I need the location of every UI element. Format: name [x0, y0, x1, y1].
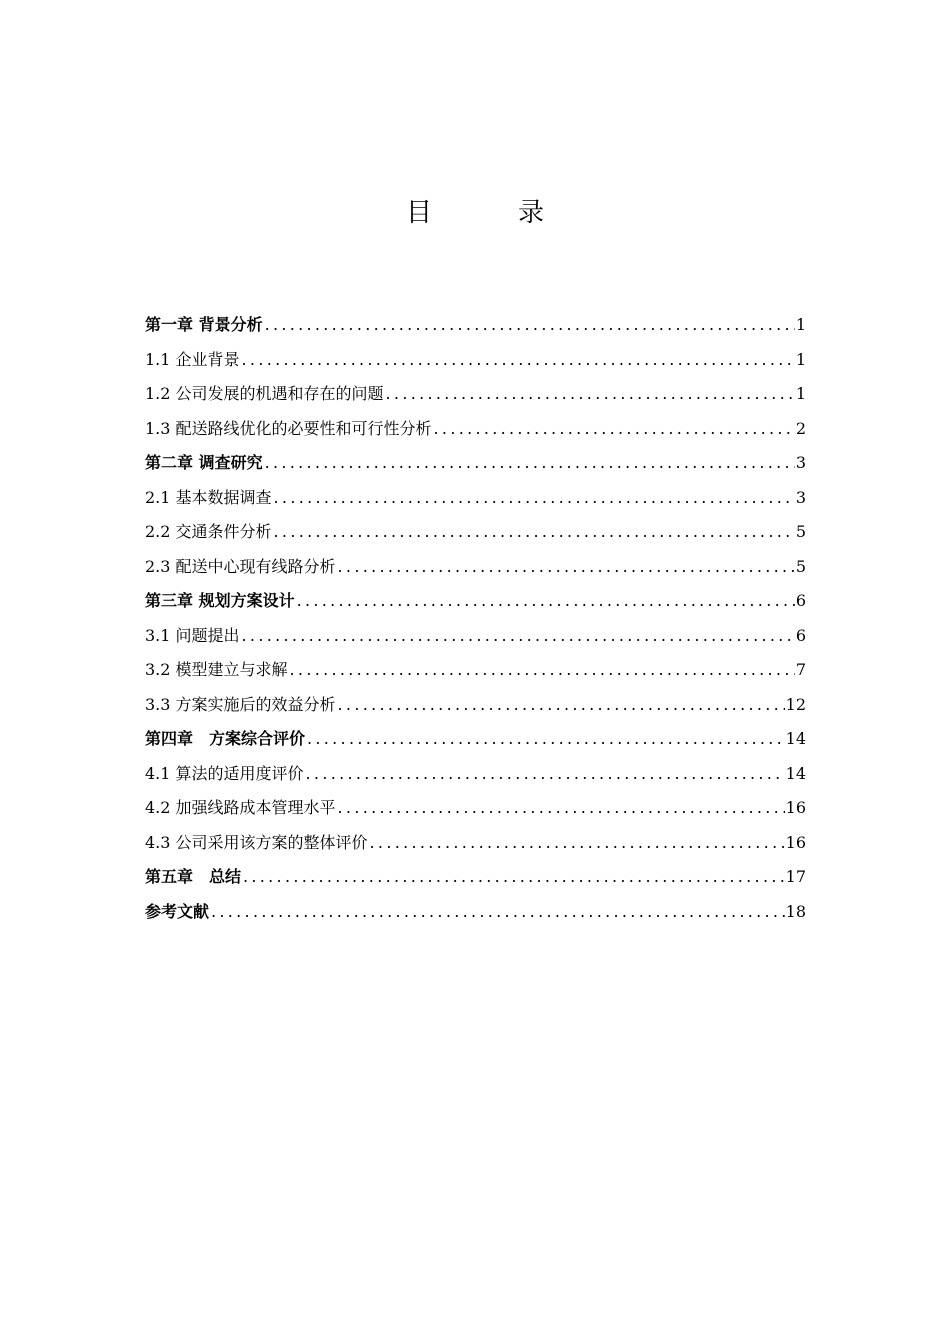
toc-entry[interactable]: [145, 515, 806, 550]
toc-page-number: 16: [785, 798, 806, 817]
toc-entry[interactable]: [145, 584, 806, 619]
toc-dot-leader: [386, 377, 795, 412]
toc-dot-leader: [274, 481, 795, 516]
toc-dot-leader: [265, 446, 795, 481]
toc-page-number: 3: [795, 487, 806, 507]
toc-dot-leader: [242, 619, 795, 654]
toc-page-number: 6: [795, 625, 806, 645]
toc-entry-text: 参考文献: [145, 901, 210, 921]
toc-entry-text: 4.3 公司采用该方案的整体评价: [145, 832, 368, 852]
toc-entry-text: 1.2 公司发展的机遇和存在的问题: [145, 384, 384, 403]
toc-page-number: 14: [785, 729, 806, 748]
toc-entry-text: 3.1 问题提出: [145, 625, 240, 645]
toc-dot-leader: [338, 688, 785, 723]
toc-dot-leader: [243, 860, 785, 895]
toc-page-number: 2: [795, 418, 806, 438]
toc-entry-text: 2.1 基本数据调查: [145, 487, 272, 507]
toc-entry-text: 第四章 方案综合评价: [145, 729, 306, 748]
toc-entry-text: 第五章 总结: [145, 867, 242, 886]
toc-entry[interactable]: [145, 722, 806, 757]
toc-page-number: 1: [795, 315, 806, 334]
toc-entry-text: 第一章 背景分析: [145, 315, 263, 334]
toc-entry[interactable]: [145, 895, 806, 930]
toc-dot-leader: [265, 308, 795, 343]
toc-page-number: 5: [795, 522, 806, 541]
toc-entry[interactable]: [145, 860, 806, 895]
toc-dot-leader: [306, 757, 785, 792]
toc-entry-text: 4.1 算法的适用度评价: [145, 763, 304, 783]
toc-dot-leader: [242, 343, 795, 378]
toc-dot-leader: [434, 412, 795, 447]
toc-entry[interactable]: [145, 550, 806, 585]
table-of-contents: [145, 308, 806, 929]
toc-dot-leader: [297, 584, 795, 619]
toc-entry[interactable]: [145, 757, 806, 792]
toc-entry-text: 3.2 模型建立与求解: [145, 660, 288, 679]
toc-page-number: 16: [785, 832, 806, 852]
toc-entry-text: 第二章 调查研究: [145, 453, 263, 472]
toc-entry-text: 2.2 交通条件分析: [145, 522, 272, 541]
toc-entry[interactable]: [145, 446, 806, 481]
toc-entry[interactable]: [145, 412, 806, 447]
toc-page-number: 3: [795, 453, 806, 472]
toc-entry[interactable]: [145, 826, 806, 861]
toc-entry-text: 1.3 配送路线优化的必要性和可行性分析: [145, 418, 432, 438]
toc-dot-leader: [211, 895, 785, 930]
toc-page-number: 6: [795, 591, 806, 610]
toc-entry[interactable]: [145, 619, 806, 654]
toc-dot-leader: [274, 515, 795, 550]
toc-entry[interactable]: [145, 308, 806, 343]
toc-entry[interactable]: [145, 688, 806, 723]
toc-entry-text: 第三章 规划方案设计: [145, 591, 295, 610]
toc-entry[interactable]: [145, 653, 806, 688]
toc-page-number: 5: [795, 556, 806, 576]
toc-entry-text: 2.3 配送中心现有线路分析: [145, 556, 336, 576]
toc-page-number: 18: [785, 901, 806, 921]
toc-page-number: 17: [785, 867, 806, 886]
toc-dot-leader: [307, 722, 785, 757]
toc-dot-leader: [290, 653, 795, 688]
page-title: 目 录: [405, 198, 574, 228]
toc-dot-leader: [338, 550, 795, 585]
toc-entry[interactable]: [145, 377, 806, 412]
toc-entry[interactable]: [145, 791, 806, 826]
toc-entry[interactable]: [145, 481, 806, 516]
toc-entry-text: 1.1 企业背景: [145, 349, 240, 369]
toc-page-number: 1: [795, 384, 806, 403]
toc-entry[interactable]: [145, 343, 806, 378]
toc-dot-leader: [338, 791, 785, 826]
toc-dot-leader: [370, 826, 785, 861]
toc-entry-text: 4.2 加强线路成本管理水平: [145, 798, 336, 817]
toc-page-number: 14: [785, 763, 806, 783]
toc-page-number: 7: [795, 660, 806, 679]
toc-page-number: 1: [795, 349, 806, 369]
toc-page-number: 12: [785, 694, 806, 714]
toc-entry-text: 3.3 方案实施后的效益分析: [145, 694, 336, 714]
